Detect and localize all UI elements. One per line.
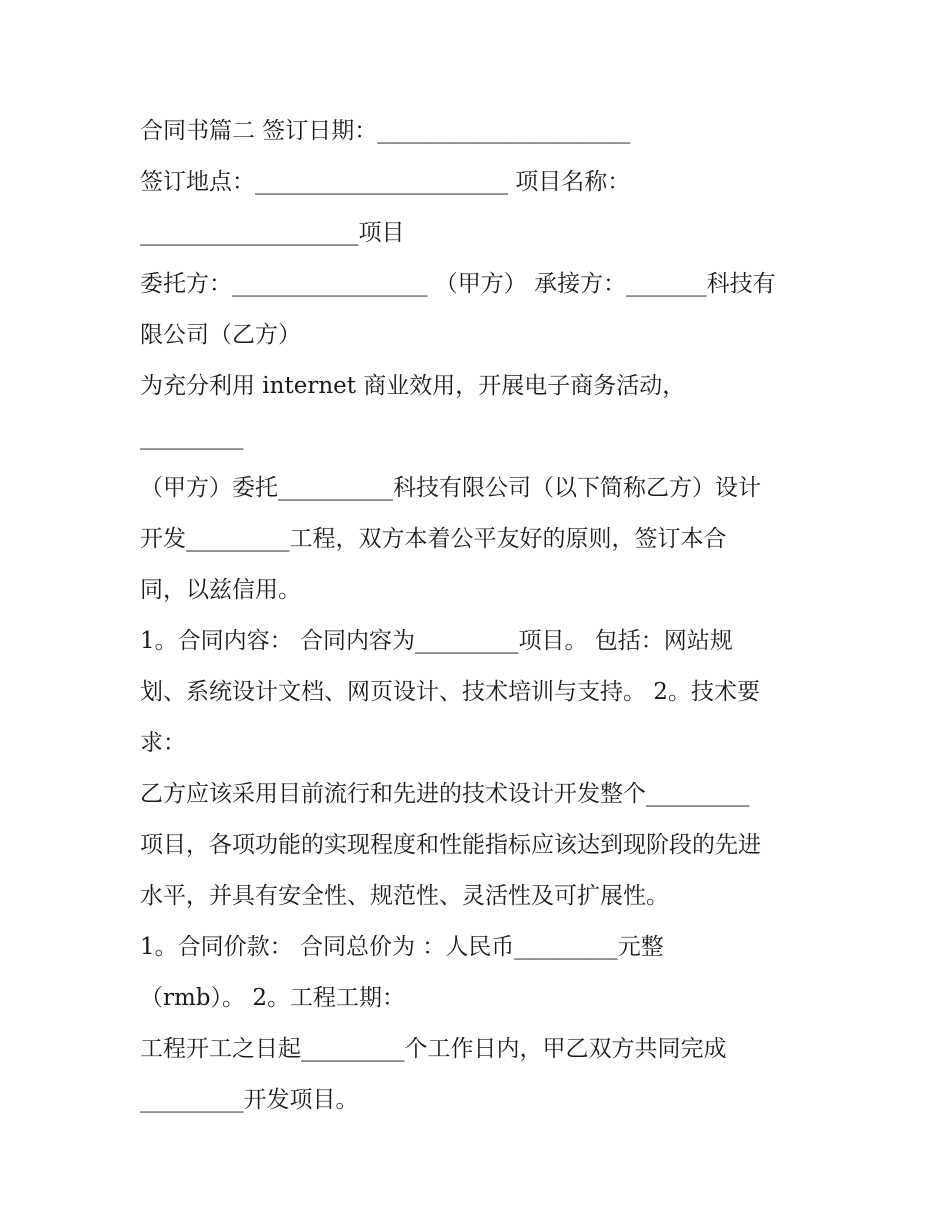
contract-line-price: 1。合同价款： 合同总价为 ：人民币_________元整 (140, 934, 664, 960)
contract-line-project-name: ___________________项目 (140, 220, 405, 246)
contract-line-schedule-end: _________开发项目。 (140, 1087, 359, 1113)
contract-line-tech: 乙方应该采用目前流行和先进的技术设计开发整个_________ (140, 781, 750, 807)
contract-line-title-date: 合同书篇二 签订日期：______________________ (140, 118, 631, 144)
contract-line-tech-cont: 项目，各项功能的实现程度和性能指标应该达到现阶段的先进 (140, 832, 761, 858)
contract-line-schedule: 工程开工之日起_________个工作日内，甲乙双方共同完成 (140, 1036, 727, 1062)
contract-line-content-end: 求： (140, 730, 186, 756)
contract-line-tech-end: 水平，并具有安全性、规范性、灵活性及可扩展性。 (140, 883, 669, 909)
contract-line-commission-end: 同，以兹信用。 (140, 577, 301, 603)
contract-line-place-project: 签订地点：______________________ 项目名称： (140, 169, 631, 195)
contract-line-price-cont: （rmb）。 2。工程工期： (140, 985, 405, 1011)
contract-line-content-cont: 划、系统设计文档、网页设计、技术培训与支持。 2。技术要 (140, 679, 760, 705)
contract-line-parties: 委托方：_________________ （甲方） 承接方：_______科技有 (140, 271, 776, 297)
contract-line-purpose: 为充分利用 internet 商业效用，开展电子商务活动， (140, 373, 686, 399)
contract-line-commission-cont: 开发_________工程，双方本着公平友好的原则，签订本合 (140, 526, 727, 552)
contract-line-blank: _________ (140, 424, 244, 450)
contract-line-parties-cont: 限公司（乙方） (140, 322, 301, 348)
contract-line-commission: （甲方）委托__________科技有限公司（以下简称乙方）设计 (140, 475, 761, 501)
contract-line-content: 1。合同内容： 合同内容为_________项目。 包括：网站规 (140, 628, 733, 654)
contract-body (140, 106, 820, 1126)
